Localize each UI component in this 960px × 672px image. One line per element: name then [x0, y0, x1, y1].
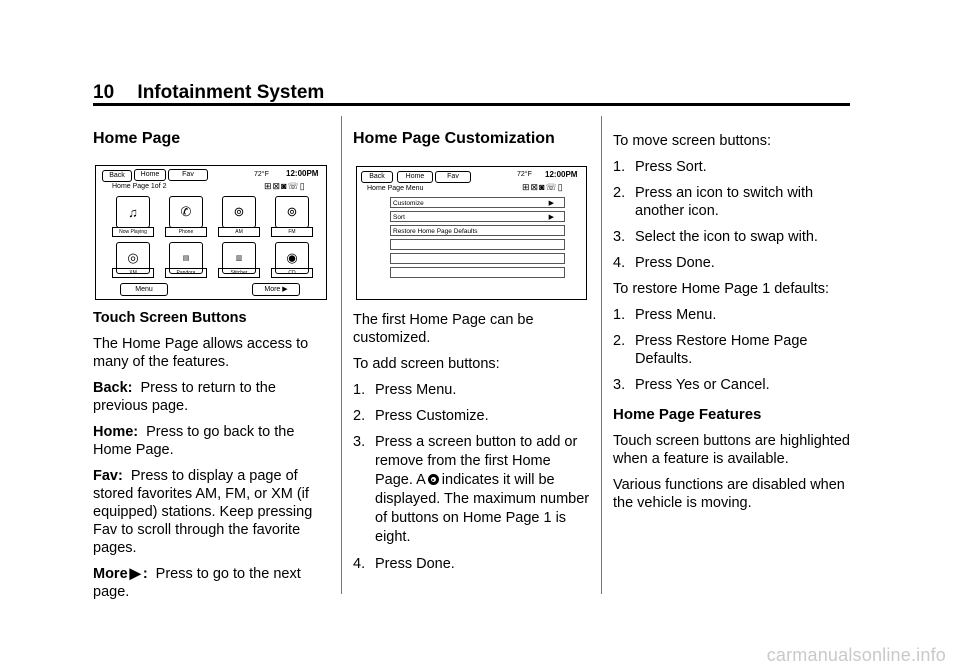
intro-text: The first Home Page can be customized. — [353, 312, 534, 346]
step-text: Press Done. — [635, 255, 715, 271]
screen-home-button: Home — [134, 169, 166, 181]
step-number: 3. — [613, 377, 626, 393]
page-number: 10 — [93, 82, 115, 103]
step-number: 1. — [353, 382, 366, 398]
list-item — [613, 254, 851, 272]
step-number: 2. — [353, 408, 366, 424]
column-divider — [601, 116, 602, 594]
step-number: 4. — [613, 255, 626, 271]
phone-icon: ✆ — [169, 196, 203, 228]
step-number: 2. — [613, 185, 626, 201]
step-number: 4. — [353, 556, 366, 572]
page-header — [93, 82, 324, 104]
screen-back-button: Back — [102, 170, 132, 182]
move-label: To move screen buttons: — [613, 133, 771, 149]
list-item — [353, 433, 591, 547]
status-icons: ⊞⊠◙☏▯ — [522, 182, 564, 192]
home-menu-screen-image — [356, 166, 587, 300]
xm-icon: ◎ — [116, 242, 150, 274]
step-number: 1. — [613, 307, 626, 323]
now-playing-icon: ♫ — [116, 196, 150, 228]
tile-label: Stitcher — [218, 268, 260, 278]
column-1 — [93, 130, 329, 158]
row-label: Sort — [393, 214, 405, 221]
screen-fav-button: Fav — [168, 169, 208, 181]
restore-steps — [613, 306, 851, 394]
screen-more-button: More ▶ — [252, 283, 300, 296]
step-number: 3. — [613, 229, 626, 245]
step-text: Press Menu. — [635, 307, 717, 323]
step-text: Press Sort. — [635, 159, 707, 175]
row-arrow-icon: ▶ — [548, 200, 554, 207]
step-number: 1. — [613, 159, 626, 175]
screen-fav-button: Fav — [435, 171, 471, 183]
empty-row — [390, 253, 565, 264]
screen-temp: 72°F — [254, 171, 269, 178]
tile-label: CD — [271, 268, 313, 278]
sort-row — [390, 211, 565, 222]
definition: Press to display a page of stored favorites AM, FM, or XM (if equipped) stations. Keep pressing Fav to scroll through the favorite pages. — [93, 468, 313, 556]
step-text: Press Menu. — [375, 382, 457, 398]
customization-heading: Home Page Customization — [353, 130, 555, 147]
tile-label: Pandora — [165, 268, 207, 278]
def-fav — [93, 467, 329, 557]
section-title: Infotainment System — [137, 82, 325, 103]
step-number: 2. — [613, 333, 626, 349]
screen-more-label: More — [264, 286, 281, 293]
header-rule — [93, 103, 850, 106]
row-arrow-icon: ▶ — [548, 214, 554, 221]
step-text: indicates it will be displayed. The maximum number of buttons on Home Page 1 is eight. — [375, 472, 590, 545]
features-heading: Home Page Features — [613, 406, 762, 423]
column-divider — [341, 116, 342, 594]
list-item — [353, 381, 591, 399]
customize-row — [390, 197, 565, 208]
more-arrow-icon: ▶ — [129, 566, 141, 582]
row-label: Restore Home Page Defaults — [393, 228, 478, 235]
restore-row — [390, 225, 565, 236]
tile-label: Now Playing — [112, 227, 154, 237]
def-back — [93, 379, 329, 415]
column-2 — [353, 130, 591, 158]
empty-row — [390, 267, 565, 278]
features-text: Touch screen buttons are highlighted when a feature is available. — [613, 433, 850, 467]
step-text: Press an icon to switch with another icon. — [635, 185, 814, 219]
fm-radio-icon: ⊚ — [275, 196, 309, 228]
screen-subtitle: Home Page Menu — [367, 185, 424, 192]
term: Fav: — [93, 468, 123, 484]
tile-label: AM — [218, 227, 260, 237]
list-item — [613, 376, 851, 394]
screen-subtitle: Home Page 1of 2 — [112, 183, 167, 190]
intro-text: The Home Page allows access to many of the features. — [93, 336, 309, 370]
screen-back-button: Back — [361, 171, 393, 183]
am-radio-icon: ⊚ — [222, 196, 256, 228]
list-item — [613, 158, 851, 176]
list-item — [353, 407, 591, 425]
screen-menu-button: Menu — [120, 283, 168, 296]
cd-icon: ◉ — [275, 242, 309, 274]
definition: Press to return to the previous page. — [93, 380, 276, 414]
list-item — [613, 306, 851, 324]
move-steps — [613, 158, 851, 272]
term: Back: — [93, 380, 133, 396]
pandora-icon: ▤ — [169, 242, 203, 274]
term: More — [93, 566, 128, 582]
def-more — [93, 565, 329, 601]
definition: Press to go to the next page. — [93, 566, 301, 600]
add-label: To add screen buttons: — [353, 356, 500, 372]
step-text: Press Done. — [375, 556, 455, 572]
step-number: 3. — [353, 434, 366, 450]
add-steps — [353, 381, 591, 573]
tile-label: Phone — [165, 227, 207, 237]
step-text: Press a screen button to add or remove from the first Home Page. A — [375, 434, 578, 488]
step-text: Press Customize. — [375, 408, 489, 424]
status-icons: ⊞⊠◙☏▯ — [264, 181, 306, 191]
restore-label: To restore Home Page 1 defaults: — [613, 281, 830, 297]
stitcher-icon: ▥ — [222, 242, 256, 274]
home-page-heading: Home Page — [93, 130, 181, 147]
step-text: Select the icon to swap with. — [635, 229, 818, 245]
screen-home-button: Home — [397, 171, 433, 183]
list-item — [613, 184, 851, 220]
selected-indicator-icon — [428, 474, 439, 485]
column-1-body — [93, 309, 329, 609]
tile-label: XM — [112, 268, 154, 278]
list-item — [353, 555, 591, 573]
step-text: Press Yes or Cancel. — [635, 377, 770, 393]
watermark: carmanualsonline.info — [766, 645, 946, 665]
def-home — [93, 423, 329, 459]
column-3 — [613, 132, 851, 520]
screen-time: 12:00PM — [545, 170, 578, 179]
touch-screen-heading: Touch Screen Buttons — [93, 310, 247, 326]
definition: Press to go back to the Home Page. — [93, 424, 295, 458]
list-item — [613, 332, 851, 368]
term: Home: — [93, 424, 139, 440]
list-item — [613, 228, 851, 246]
empty-row — [390, 239, 565, 250]
screen-temp: 72°F — [517, 171, 532, 178]
row-label: Customize — [393, 200, 424, 207]
term-suffix: : — [142, 566, 148, 582]
features-text: Various functions are disabled when the vehicle is moving. — [613, 477, 845, 511]
column-2-body — [353, 311, 591, 581]
step-text: Press Restore Home Page Defaults. — [635, 333, 808, 367]
home-page-screen-image — [95, 165, 327, 300]
screen-time: 12:00PM — [286, 169, 319, 178]
tile-label: FM — [271, 227, 313, 237]
